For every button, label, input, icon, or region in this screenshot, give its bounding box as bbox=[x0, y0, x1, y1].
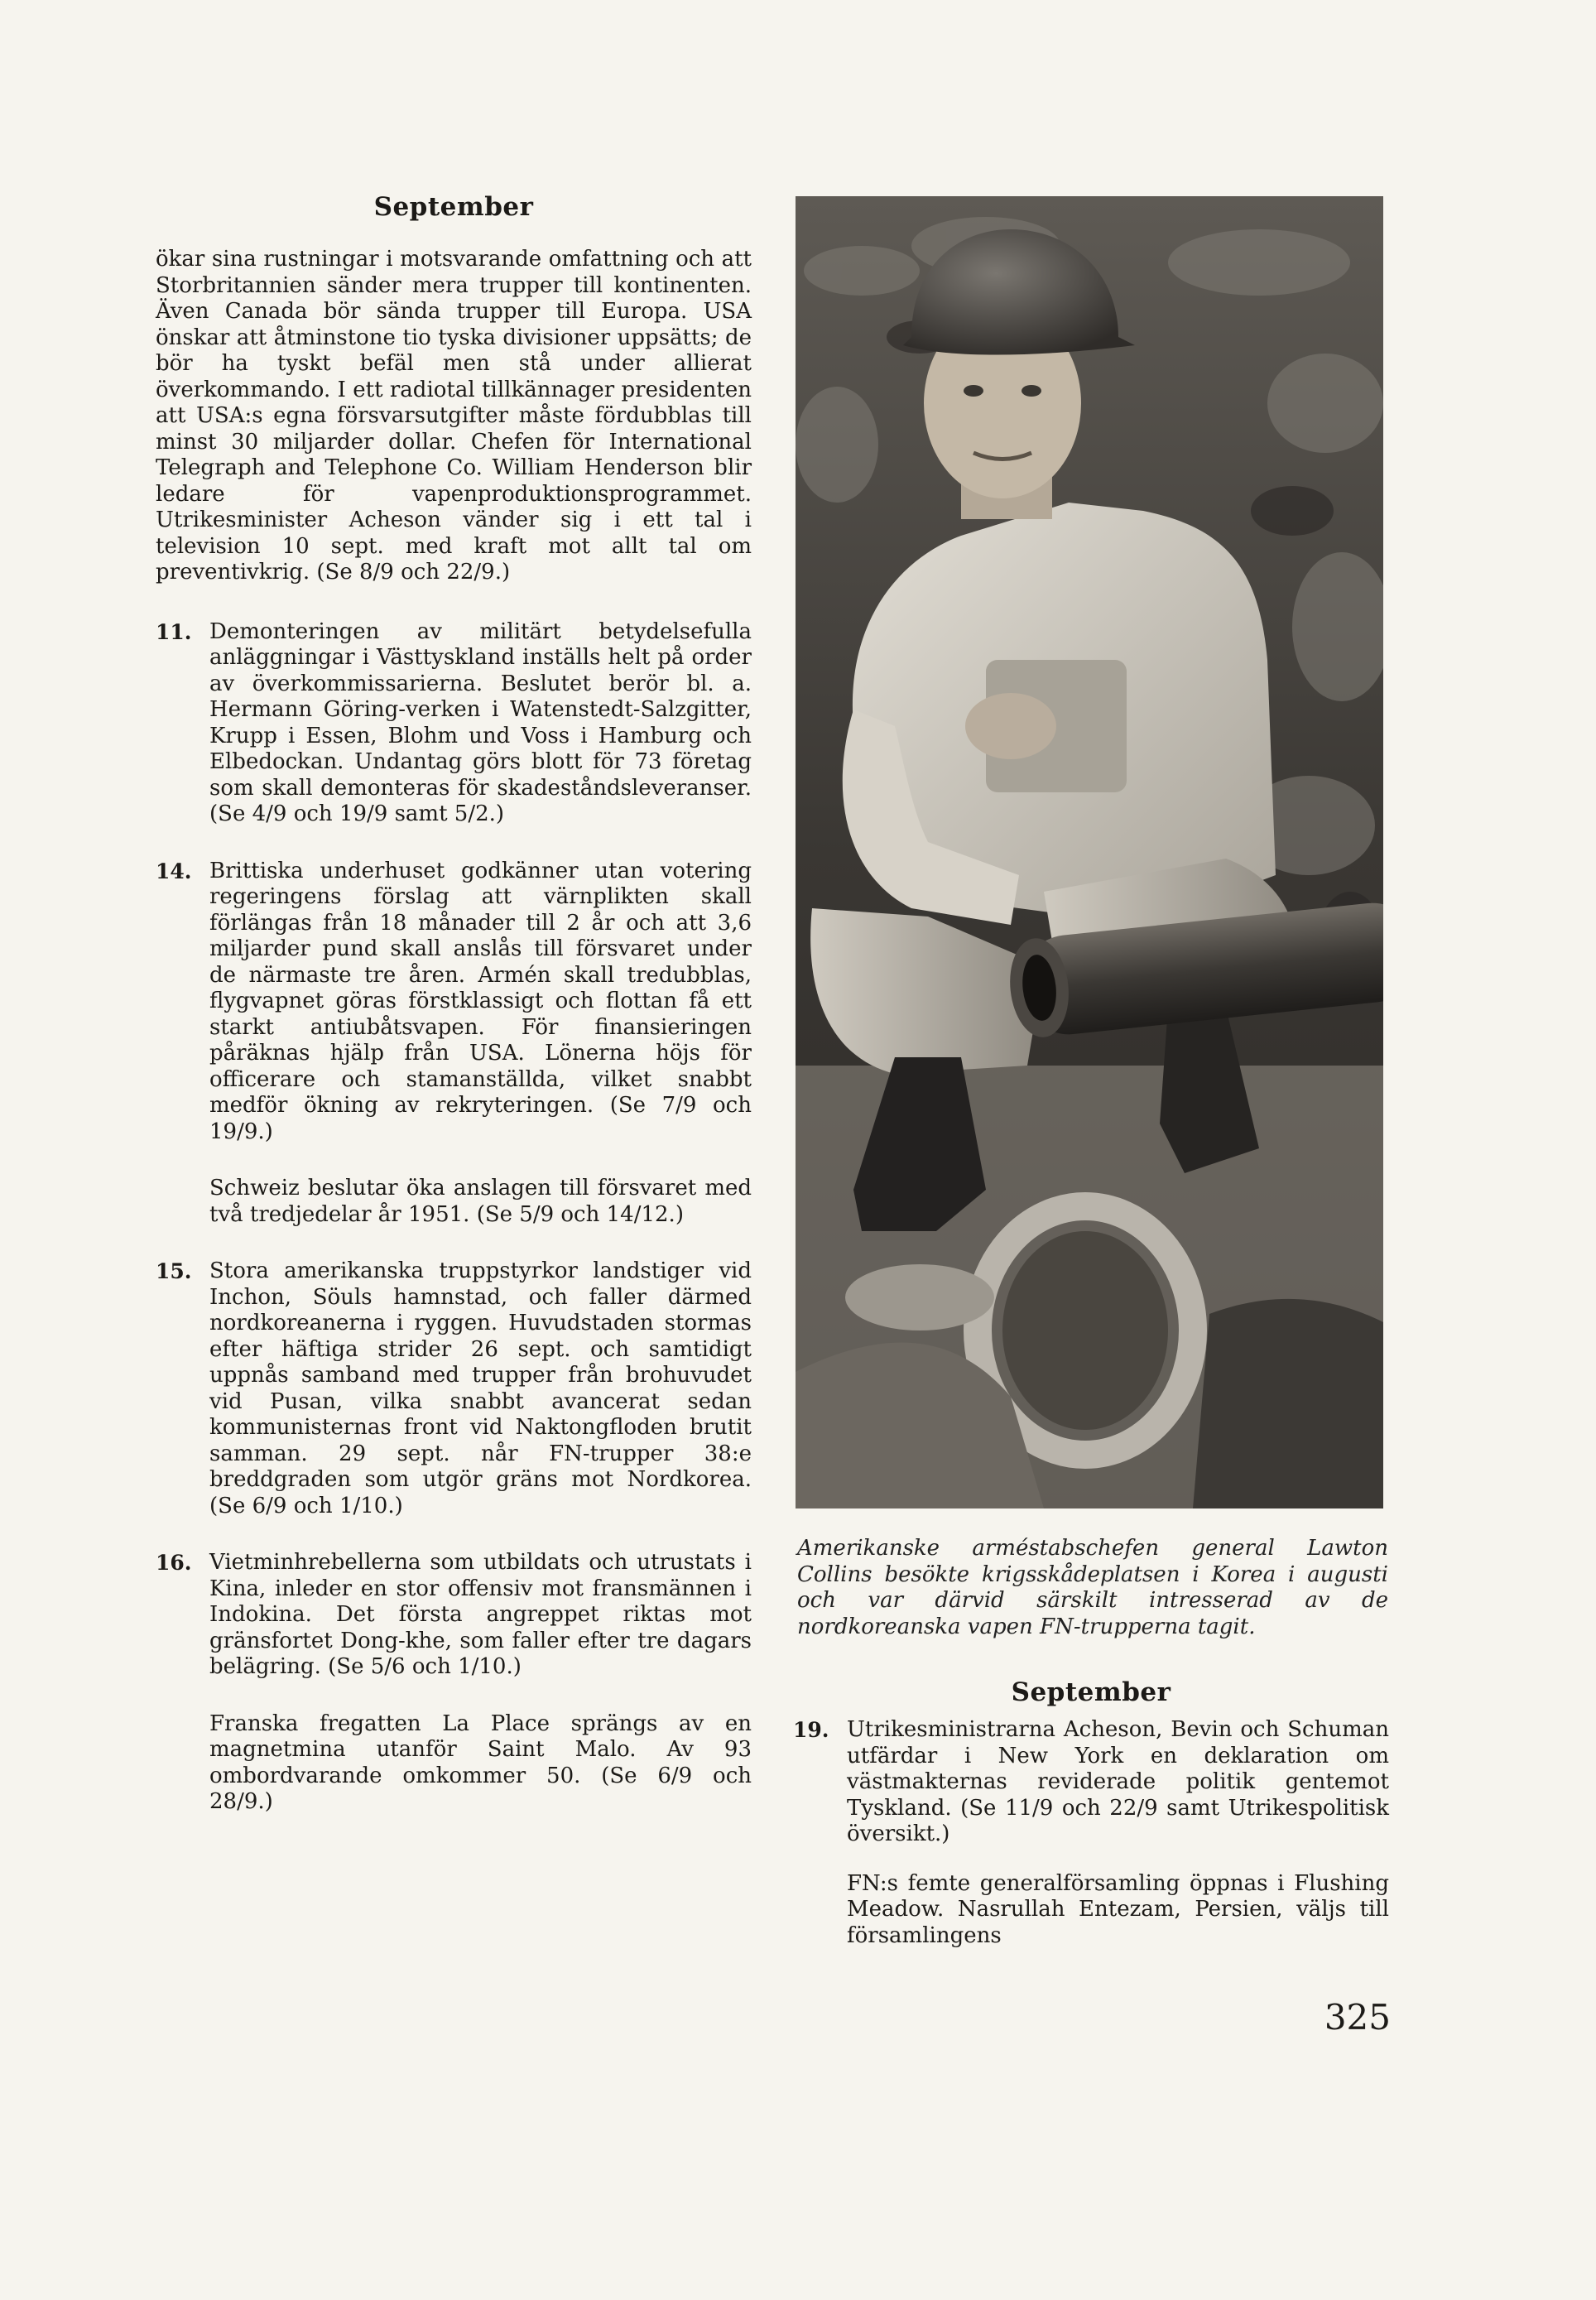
entry-text: Demonteringen av militärt betydelsefulla anläggningar i Västtyskland inställs helt på order av överkommissarierna. Beslutet berör bl. a. Hermann Göring-verken i Watenstedt-Salzgitter, Krupp i Essen, Blohm und Voss i Hamburg och Elbedockan. Undantag görs blott för 73 företag som skall demonteras för skadeståndsleveranser. (Se 4/9 och 19/9 samt 5/2.) bbox=[209, 618, 752, 826]
entry-19-continuation: FN:s femte generalförsamling öppnas i Flushing Meadow. Nasrullah Entezam, Persien, väljs till församlingens bbox=[847, 1870, 1389, 1948]
intro-paragraph: ökar sina rustningar i motsvarande omfattning och att Storbritannien sänder mera trupper till kontinenten. Även Canada bör sända trupper till Europa. USA önskar att åtminstone tio tyska divisioner uppsätts; de bör ha tyskt befäl men stå under allierat överkommando. I ett radiotal tillkännager presidenten att USA:s egna försvarsutgifter måste fördubblas till minst 30 miljarder dollar. Chefen för International Telegraph and Telephone Co. William Henderson blir ledare för vapenproduktionsprogrammet. Utrikesminister Acheson vänder sig i ett tal i television 10 sept. med kraft mot allt tal om preventivkrig. (Se 8/9 och 22/9.) bbox=[156, 247, 752, 585]
photo-caption: Amerikanske arméstabschefen general Lawton Collins besökte krigsskådeplatsen i Korea i augusti och var därvid särskilt intresserad av de nordkoreanska vapen FN-trupperna tagit. bbox=[797, 1536, 1388, 1639]
right-column-heading: September bbox=[1011, 1677, 1171, 1707]
entry-day: 19. bbox=[793, 1718, 829, 1742]
entry-11 bbox=[156, 619, 752, 828]
entry-text: Utrikesministrarna Acheson, Bevin och Schuman utfärdar i New York en deklaration om västmakternas reviderade politik gentemot Tyskland. (Se 11/9 och 22/9 samt Utrikespolitisk översikt.) bbox=[847, 1717, 1389, 1846]
soldier-photo-illustration bbox=[796, 196, 1383, 1508]
entry-14 bbox=[156, 859, 752, 1146]
entry-day: 14. bbox=[156, 859, 192, 883]
entry-text: Brittiska underhuset godkänner utan votering regeringens förslag att värnplikten skall förlängas från 18 månader till 2 år och att 3,6 miljarder pund skall anslås till försvaret under de närmaste tre åren. Armén skall tredubblas, flygvapnet göras förstklassigt och flottan få ett starkt antiubåtsvapen. För finansieringen påräknas hjälp från USA. Lönerna höjs för officerare och stamanställda, vilket snabbt medför ökning av rekryteringen. (Se 7/9 och 19/9.) bbox=[209, 858, 752, 1144]
entry-15 bbox=[156, 1258, 752, 1519]
photograph bbox=[796, 196, 1383, 1508]
entry-day: 15. bbox=[156, 1259, 192, 1283]
entry-16 bbox=[156, 1550, 752, 1681]
entry-text: Vietminhrebellerna som utbildats och utrustats i Kina, inleder en stor offensiv mot fransmännen i Indokina. Det första angreppet riktas mot gränsfortet Dong-khe, som faller efter tre dagars belägring. (Se 5/6 och 1/10.) bbox=[209, 1550, 752, 1679]
entry-16-continuation: Franska fregatten La Place sprängs av en magnetmina utanför Saint Malo. Av 93 ombordvarande omkommer 50. (Se 6/9 och 28/9.) bbox=[209, 1711, 752, 1814]
entry-day: 16. bbox=[156, 1551, 192, 1575]
left-column-heading: September bbox=[373, 192, 534, 222]
entry-14-continuation: Schweiz beslutar öka anslagen till försvaret med två tredjedelar år 1951. (Se 5/9 och 14/12.) bbox=[209, 1176, 752, 1227]
entry-day: 11. bbox=[156, 619, 192, 644]
right-column bbox=[793, 1717, 1389, 1980]
entry-text: Stora amerikanska truppstyrkor landstiger vid Inchon, Söuls hamnstad, och faller därmed nordkoreanerna i ryggen. Huvudstaden stormas efter häftiga strider 26 sept. och samtidigt uppnås samband med trupper från brohuvudet vid Pusan, vilka snabbt avancerat sedan kommunisternas front vid Naktongfloden brutit samman. 29 sept. når FN-trupper 38:e breddgraden som utgör gräns mot Nordkorea. (Se 6/9 och 1/10.) bbox=[209, 1258, 752, 1518]
page-number: 325 bbox=[1324, 1997, 1391, 2038]
entry-19 bbox=[793, 1717, 1389, 1848]
left-column bbox=[156, 247, 752, 1846]
